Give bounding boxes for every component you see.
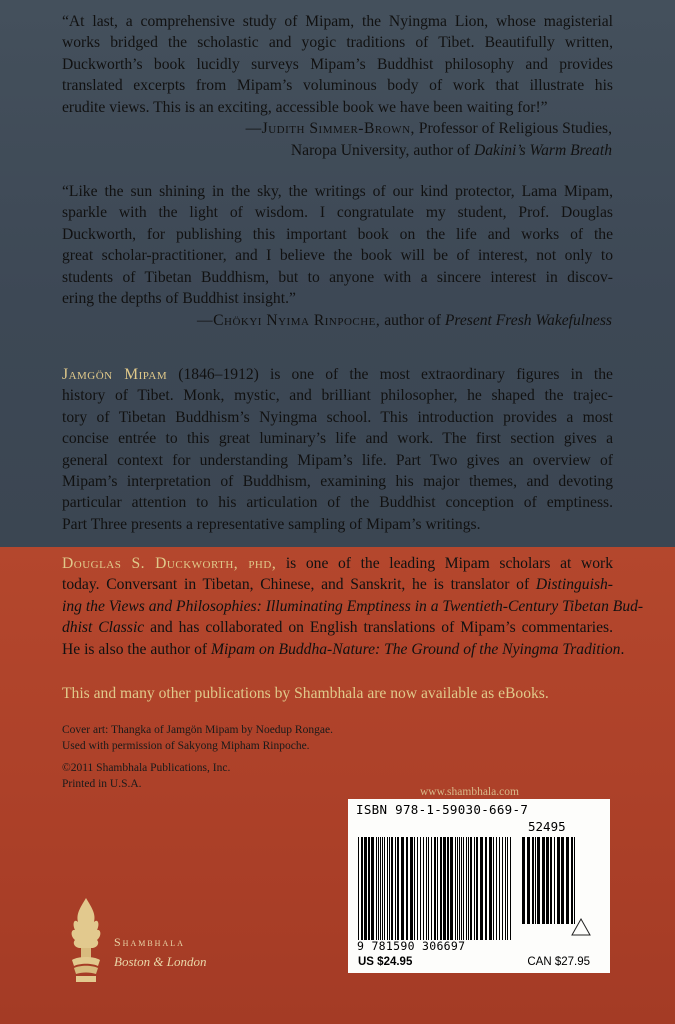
barcode-bar bbox=[537, 837, 540, 924]
barcode-bar bbox=[417, 837, 418, 940]
barcode-bar bbox=[378, 837, 379, 940]
barcode-bar bbox=[480, 837, 483, 940]
copyright-text: ©2011 Shambhala Publications, Inc. bbox=[62, 762, 231, 774]
blurb-1-author-book: Dakini’s Warm Breath bbox=[473, 142, 612, 159]
price-code-text: 52495 bbox=[528, 819, 566, 834]
barcode-bar bbox=[410, 837, 413, 940]
blurb-2-author: —Chökyi Nyima Rinpoche, bbox=[197, 312, 381, 329]
barcode-bar bbox=[510, 837, 511, 940]
blurb-1-author-role: Professor of Religious Studies, bbox=[414, 120, 612, 137]
blurb-2-attribution bbox=[197, 310, 612, 331]
barcode-bar bbox=[459, 837, 460, 940]
description-lead: Jamgön Mipam bbox=[62, 366, 168, 383]
barcode-bar bbox=[443, 837, 446, 940]
author-bio-line4-italic: dhist Classic bbox=[62, 619, 145, 637]
publisher-name: Shambhala bbox=[114, 935, 185, 949]
price-barcode bbox=[522, 837, 576, 924]
blurb-2-line: Duckworth, for publishing this important book on the life and works of the bbox=[62, 225, 613, 243]
barcode-bar bbox=[426, 837, 427, 940]
copyright-block bbox=[62, 760, 230, 792]
barcode-bar bbox=[476, 837, 478, 940]
barcode-bar bbox=[401, 837, 404, 940]
barcode-bar bbox=[361, 837, 363, 940]
ean-barcode bbox=[358, 837, 514, 940]
blurb-2-line: “Like the sun shining in the sky, the writings of our kind protector, Lama Mipam, bbox=[62, 183, 613, 200]
author-bio-line5-end: . bbox=[620, 640, 625, 658]
blurb-2-author-book: Present Fresh Wakefulness bbox=[444, 312, 612, 329]
author-bio-lead: Douglas S. Duckworth, phd, bbox=[62, 555, 277, 572]
barcode-bar bbox=[499, 837, 500, 940]
barcode-bar bbox=[371, 837, 374, 940]
barcode-bar bbox=[527, 837, 530, 924]
cover-art-credit-2: Used with permission of Sakyong Mipham Rinpoche. bbox=[62, 740, 310, 752]
barcode-bar bbox=[455, 837, 456, 940]
author-bio-line bbox=[62, 553, 613, 574]
author-bio-line bbox=[62, 596, 644, 617]
author-bio-line2: today. Conversant in Tibetan, Chinese, and Sanskrit, he is translator of bbox=[62, 576, 536, 594]
publisher-place: Boston & London bbox=[114, 954, 207, 969]
blurb-2 bbox=[62, 181, 613, 309]
barcode-bar bbox=[423, 837, 424, 940]
ebook-note-text: This and many other publications by Shambhala are now available as eBooks. bbox=[62, 685, 549, 702]
blurb-1-line: “At last, a comprehensive study of Mipam, the Nyingma Lion, whose magisterial bbox=[62, 13, 613, 30]
barcode-bar bbox=[502, 837, 503, 940]
blurb-1-author: —Judith Simmer-Brown, bbox=[245, 120, 415, 137]
barcode-bar bbox=[397, 837, 399, 940]
description-first-rest: (1846–1912) is one of the most extraordinary figures in the bbox=[167, 366, 613, 383]
barcode-bar bbox=[489, 837, 492, 940]
description-line: particular attention to his articulation of the Buddhist conception of emptiness. bbox=[62, 494, 613, 512]
barcode-bar bbox=[440, 837, 442, 940]
barcode-bar bbox=[380, 837, 381, 940]
barcode-bar bbox=[420, 837, 421, 940]
barcode-bar bbox=[542, 837, 545, 924]
barcode-bar bbox=[557, 837, 560, 924]
author-bio-line3-italic: ing the Views and Philosophies: Illuminating Emptiness in a Twentieth-Century Tibetan Bud- bbox=[62, 597, 644, 615]
barcode-bar bbox=[532, 837, 534, 924]
description-line: history of Tibet. Monk, mystic, and brilliant philosopher, he shaped the trajec- bbox=[62, 387, 613, 405]
barcode-bar bbox=[468, 837, 469, 940]
barcode-bar bbox=[496, 837, 497, 940]
barcode-bar bbox=[434, 837, 436, 940]
author-bio-line2-italic: Distinguish- bbox=[535, 576, 613, 594]
barcode-bar bbox=[474, 837, 475, 940]
isbn-text: ISBN 978-1-59030-669-7 bbox=[356, 802, 529, 817]
barcode-bar bbox=[463, 837, 464, 940]
barcode-bar bbox=[574, 837, 575, 924]
author-bio-first-rest: is one of the leading Mipam scholars at work bbox=[276, 555, 614, 572]
barcode-bar bbox=[368, 837, 370, 940]
price-can: CAN $27.95 bbox=[527, 956, 590, 968]
barcode-bar bbox=[485, 837, 487, 940]
author-bio-line bbox=[62, 574, 613, 595]
barcode-bar bbox=[546, 837, 549, 924]
description-line: general context for understanding Mipam’s life. Part Two gives an overview of bbox=[62, 451, 613, 469]
barcode-bar bbox=[376, 837, 377, 940]
barcode-bar bbox=[522, 837, 525, 924]
description-line: tory of Tibetan Buddhism’s Nyingma school. This introduction provides a most bbox=[62, 408, 613, 426]
blurb-1-line: erudite views. This is an exciting, accessible book we have been waiting for!” bbox=[62, 98, 548, 116]
barcode-bar bbox=[554, 837, 555, 924]
blurb-2-line: great scholar-practitioner, and I believe the book will be of interest, not only to bbox=[62, 247, 613, 265]
description bbox=[62, 364, 613, 535]
barcode-bar bbox=[461, 837, 462, 940]
barcode-bar bbox=[358, 837, 359, 940]
blurb-2-line: sparkle with the light of wisdom. I congratulate my student, Prof. Douglas bbox=[62, 204, 613, 222]
barcode-bar bbox=[493, 837, 494, 940]
barcode-bar bbox=[571, 837, 573, 924]
barcode-bar bbox=[384, 837, 385, 940]
barcode-bar bbox=[428, 837, 429, 940]
lotus-flame-icon bbox=[66, 896, 106, 984]
blurb-1-line: Duckworth’s book lucidly surveys Mipam’s Buddhist philosophy and provides bbox=[62, 55, 613, 73]
barcode-bar bbox=[457, 837, 458, 940]
author-bio-line5-italic: Mipam on Buddha-Nature: The Ground of the Nyingma Tradition bbox=[210, 640, 621, 658]
blurb-1-line: works bridged the scholastic and yogic traditions of Tibet. Beautifully written, bbox=[62, 34, 613, 52]
author-bio-line4-rest: and has collaborated on English translations of Mipam’s commentaries. bbox=[144, 619, 613, 637]
barcode-bar bbox=[450, 837, 453, 940]
blurb-2-line: ering the depths of Buddhist insight.” bbox=[62, 290, 296, 308]
barcode-bar bbox=[470, 837, 472, 940]
barcode-bar bbox=[406, 837, 408, 940]
barcode-label bbox=[348, 799, 610, 973]
ebook-note bbox=[62, 683, 613, 704]
barcode-bar bbox=[505, 837, 506, 940]
publisher-website: www.shambhala.com bbox=[420, 786, 519, 798]
cover-art-credit-1: Cover art: Thangka of Jamgön Mipam by Noedup Rongae. bbox=[62, 724, 333, 736]
author-bio bbox=[62, 553, 644, 660]
barcode-bar bbox=[566, 837, 569, 924]
barcode-bar bbox=[447, 837, 449, 940]
blurb-2-line: students of Tibetan Buddhism, but to anyone with a sincere interest in discov- bbox=[62, 268, 613, 286]
description-line: Part Three presents a representative sampling of Mipam’s writings. bbox=[62, 515, 481, 533]
description-line: concise entrée to this great luminary’s life and work. The first section gives a bbox=[62, 430, 613, 448]
barcode-bar bbox=[414, 837, 415, 940]
blurb-2-author-text: author of bbox=[380, 312, 445, 329]
price-us: US $24.95 bbox=[358, 956, 413, 968]
triangle-icon bbox=[570, 917, 592, 937]
printed-in-text: Printed in U.S.A. bbox=[62, 778, 142, 790]
barcode-bar bbox=[550, 837, 552, 924]
cover-credits bbox=[62, 722, 333, 754]
barcode-bar bbox=[382, 837, 383, 940]
barcode-bar bbox=[391, 837, 393, 940]
barcode-bar bbox=[507, 837, 508, 940]
barcode-bar bbox=[387, 837, 388, 940]
description-line bbox=[62, 364, 613, 385]
barcode-bar bbox=[437, 837, 438, 940]
barcode-bar bbox=[395, 837, 396, 940]
barcode-bar bbox=[466, 837, 467, 940]
author-bio-line5: He is also the author of bbox=[62, 640, 211, 658]
blurb-1-author-affiliation: Naropa University, author of bbox=[290, 142, 474, 159]
blurb-1-attribution bbox=[246, 118, 612, 139]
blurb-1 bbox=[62, 11, 613, 118]
barcode-bar bbox=[431, 837, 432, 940]
description-line: Mipam’s interpretation of Buddhism, examining his major themes, and devoting bbox=[62, 473, 613, 491]
blurb-1-attribution-line2 bbox=[291, 140, 612, 161]
barcode-bar bbox=[364, 837, 367, 940]
blurb-1-line: translated excerpts from Mipam’s voluminous body of work that illustrate his bbox=[62, 77, 613, 95]
ean-digits: 9 781590 306697 bbox=[357, 939, 466, 953]
author-bio-line bbox=[62, 617, 613, 638]
author-bio-line bbox=[62, 639, 625, 660]
barcode-bar bbox=[561, 837, 564, 924]
barcode-bar bbox=[535, 837, 536, 924]
barcode-bar bbox=[389, 837, 390, 940]
